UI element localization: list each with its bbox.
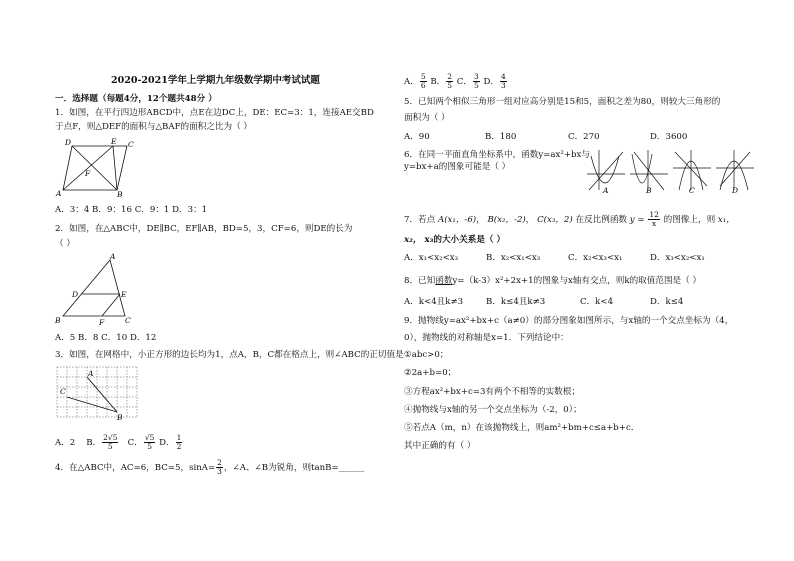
q4-option-a-fraction: $\frac{5}{6}$: [420, 72, 426, 90]
q2-triangle-figure: [55, 254, 135, 326]
q2-label-c: C: [125, 316, 131, 325]
q8-option-c: C．k<4: [580, 297, 614, 307]
q1-label-c: C: [128, 140, 134, 149]
q9-item-1: ①abc>0；: [404, 350, 449, 360]
q4-sin-fraction: $\frac{2}{3}$: [217, 458, 222, 476]
q1-label-b: B: [117, 190, 123, 199]
q2-label-e: E: [121, 290, 127, 299]
q3-option-d-prefix: D．: [159, 438, 175, 448]
q5-line2: 面积为（ ）: [404, 113, 450, 123]
q6-graph-b: [630, 150, 668, 190]
q3-line-cb: [67, 397, 117, 412]
q3-line1: 3．如图，在网格中，小正方形的边长均为1，点A，B，C都在格点上，则∠ABC的正切值是: [55, 350, 404, 360]
q6-line1: 6．在同一平面直角坐标系中，函数y=ax²+bx与: [404, 150, 590, 160]
q1-label-e: E: [111, 137, 117, 146]
q6-graph-c: [673, 150, 711, 190]
q8-option-b: B．k≤4且k≠3: [486, 297, 546, 307]
q3-option-b-fraction: $\frac{2√5}{5}$: [103, 433, 118, 451]
q7-x2: x₂，: [404, 235, 422, 245]
q6-line2: y=bx+a的图象可能是（ ）: [404, 162, 511, 172]
q7-point-c: C(x₃，2): [537, 215, 573, 225]
q6-label-d: D: [732, 186, 739, 195]
q3-grid-figure: [55, 365, 145, 425]
q1-label-f: F: [85, 169, 91, 178]
q3-options: [55, 433, 183, 453]
q7-point-a: A(x₁，-6): [437, 215, 477, 225]
q2-label-b: B: [55, 316, 61, 325]
q4-option-b-fraction: $\frac{2}{5}$: [447, 72, 453, 90]
q5-option-d: D．3600: [650, 132, 688, 142]
q7-option-c: C．x₂<x₃<x₁: [568, 253, 623, 263]
q6-graph-d: [716, 150, 754, 190]
q6-label-b: B: [646, 186, 652, 195]
q2-label-a: A: [110, 252, 116, 261]
q4-options: A． $\frac{5}{6}$ B． $\frac{2}{5}$ C． $\frac{3}{5}$ D． $\frac{4}{3}$: [404, 72, 506, 90]
q2-label-f: F: [99, 318, 105, 327]
q7-func: y =: [629, 215, 648, 225]
q2-options: A．5 B．8 C．10 D．12: [55, 333, 157, 343]
q6-label-c: C: [689, 186, 695, 195]
q3-option-c-fraction: $\frac{√5}{5}$: [144, 433, 155, 451]
q8-option-d: D．k≤4: [650, 297, 684, 307]
q1-line1: 1．如图，在平行四边形ABCD中，点E在边DC上，DE：EC=3：1，连接AE交BD: [55, 108, 374, 118]
q3-label-a: A: [88, 369, 94, 378]
q2-line2: （ ）: [55, 239, 75, 249]
q7-suffix: 的图像上，则: [663, 215, 716, 225]
q8-option-a: A．k<4且k≠3: [404, 297, 464, 307]
exam-title: 2020-2021学年上学期九年级数学期中考试试题: [111, 75, 320, 86]
q2-label-d: D: [72, 290, 79, 299]
q3-option-c-prefix: C．: [127, 438, 143, 448]
q5-option-b: B．180: [485, 132, 517, 142]
q4-prefix: 4．在△ABC中，AC=6，BC=5，sinA=: [55, 463, 216, 473]
q7-mid: 在反比例函数: [575, 215, 628, 225]
q1-label-d: D: [65, 138, 72, 147]
q9-item-2: ②2a+b=0；: [404, 368, 457, 378]
q2-triangle: [63, 260, 125, 316]
q7-option-b: B．x₂<x₁<x₃: [486, 253, 541, 263]
q1-line-eb: [113, 146, 117, 190]
q1-options: A．3：4 B．9：16 C．9：1 D．3：1: [55, 205, 208, 215]
q3-label-b: B: [117, 413, 123, 422]
q4-option-c-fraction: $\frac{3}{5}$: [473, 72, 479, 90]
q3-label-c: C: [60, 387, 66, 396]
q7-option-a: A．x₁<x₂<x₃: [404, 253, 459, 263]
q9-item-5: ⑤若点A（m，n）在该抛物线上，则am²+bm+c≤a+b+c．: [404, 423, 640, 433]
q2-line-ef: [102, 294, 120, 316]
q8-question: 8．已知函数y=（k-3）x²+2x+1的图象与x轴有交点，则k的取值范围是（ ）: [404, 276, 702, 286]
section-heading: 一．选择题（每题4分，12个题共48分 ）: [55, 94, 217, 104]
q1-label-a: A: [56, 189, 62, 198]
q7-line1: 7．若点 A(x₁，-6)， B(x₂，-2)， C(x₃，2) 在反比例函数 y = $\frac{12}{x}$ 的图像上，则 x₁，: [404, 210, 735, 228]
q9-line2: 0），抛物线的对称轴是x=1．下列结论中：: [404, 333, 569, 343]
q2-line1: 2．如图，在△ABC中，DE∥BC，EF∥AB，BD=5，3，CF=6，则DE的长为: [55, 224, 353, 234]
q3-option-b-prefix: B．: [86, 438, 102, 448]
q6-graph-a: [587, 150, 625, 190]
q7-line2: [404, 235, 505, 246]
q7-func-fraction: $\frac{12}{x}$: [649, 210, 659, 228]
q5-option-c: C．270: [568, 132, 600, 142]
q9-item-4: ④抛物线与x轴的另一个交点坐标为（-2，0）；: [404, 405, 582, 415]
q5-option-a: A．90: [404, 132, 430, 142]
q9-closing: 其中正确的有（ ）: [404, 441, 476, 451]
q6-label-a: A: [603, 186, 609, 195]
q7-option-d: D．x₃<x₂<x₁: [650, 253, 705, 263]
q1-line-bd: [72, 146, 117, 190]
q4-question: [55, 458, 364, 478]
q7-line2-text: x₃的大小关系是（ ）: [424, 235, 506, 245]
q3-option-a: A．2: [55, 438, 76, 448]
q9-item-3: ③方程ax²+bx+c=3有两个不相等的实数根；: [404, 387, 580, 397]
q4-suffix: ，∠A、∠B为锐角，则tanB=______: [223, 463, 365, 473]
q1-parallelogram-figure: [55, 138, 135, 198]
q7-x1: x₁，: [717, 215, 735, 225]
q6-graphs: [585, 146, 755, 194]
q3-option-d-fraction: $\frac{1}{2}$: [176, 433, 182, 451]
q7-prefix: 7．若点: [404, 215, 436, 225]
q7-point-b: B(x₂，-2): [487, 215, 526, 225]
q4-option-d-fraction: $\frac{4}{3}$: [500, 72, 506, 90]
q1-line2: 于点F，则△DEF的面积与△BAF的面积之比为（ ）: [55, 122, 253, 132]
q8-underlined-word: 函数: [435, 276, 453, 286]
q5-line1: 5．已知两个相似三角形一组对应高分别是15和5，面积之差为80，则较大三角形的: [404, 97, 721, 107]
q9-line1: 9．抛物线y=ax²+bx+c（a≠0）的部分图象如图所示，与x轴的一个交点坐标为（4，: [404, 316, 734, 326]
